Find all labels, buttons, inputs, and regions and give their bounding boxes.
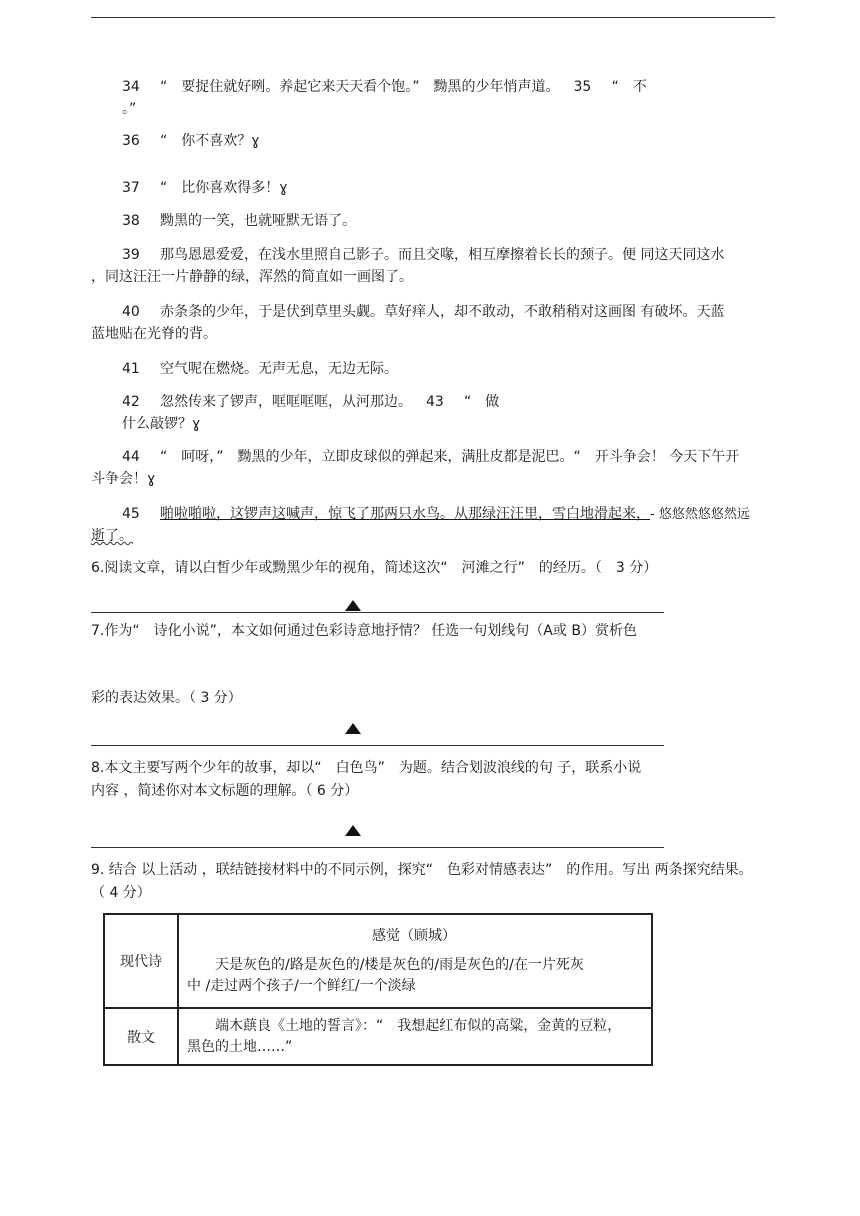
answer-line — [91, 847, 664, 848]
paragraph-text: 忽然传来了锣声，哐哐哐哐，从河那边。 — [160, 394, 412, 410]
paragraph-text: 那鸟恩恩爱爱，在浅水里照自己影子。而且交喙，相互摩擦着长长的颈子。便 同这天同这水 — [160, 247, 725, 263]
paragraph-44-line2: 斗争会！ɣ — [91, 471, 156, 487]
paragraph-42 — [122, 391, 499, 411]
answer-marker-icon — [345, 825, 361, 836]
wavy-sentence: - 悠悠然悠悠然远 — [650, 507, 750, 522]
paragraph-text: “ 不 — [611, 79, 647, 95]
paragraph-text: “ 比你喜欢得多！ɣ — [160, 180, 288, 196]
question-6: 6.阅读文章，请以白皙少年或黝黑少年的视角，简述这次“ 河滩之行” 的经历。（ 3 分） — [91, 560, 658, 576]
paragraph-text: 赤条条的少年，于是伏到草里头觑。草好痒人，却不敢动，不敢稍稍对这画图 有破坏。天蓝 — [160, 304, 725, 320]
question-8: 8.本文主要写两个少年的故事，却以“ 白色鸟” 为题。结合划波浪线的句 子，联系小说 — [91, 760, 642, 776]
row-label: 现代诗 — [104, 914, 178, 1008]
paragraph-number: 39 — [122, 247, 140, 263]
paragraph-text: 黝黑的一笑，也就哑默无语了。 — [160, 213, 356, 229]
answer-line — [91, 612, 664, 613]
paragraph-41 — [122, 358, 398, 378]
paragraph-36 — [122, 130, 260, 150]
question-8-line2: 内容 ，简述你对本文标题的理解。（ 6 分） — [91, 783, 359, 799]
question-9: 9. 结合 以上活动 ，联结链接材料中的不同示例，探究“ 色彩对情感表达” 的作用。写出 两条探究结果。 — [91, 862, 753, 878]
paragraph-text: “ 你不喜欢？ɣ — [160, 133, 260, 149]
paragraph-39 — [122, 244, 724, 264]
material-table — [103, 913, 653, 1066]
paragraph-number: 44 — [122, 449, 140, 465]
question-7: 7.作为“ 诗化小说”，本文如何通过色彩诗意地抒情？ 任选一句划线句（A或 B）赏析色 — [91, 623, 637, 639]
row-content — [178, 1008, 652, 1065]
table-row — [104, 1008, 652, 1065]
row-content — [178, 914, 652, 1008]
question-9-line2: （ 4 分） — [91, 885, 151, 901]
question-7-line2: 彩的表达效果。（ 3 分） — [91, 690, 242, 706]
paragraph-number: 41 — [122, 361, 140, 377]
row-label: 散文 — [104, 1008, 178, 1065]
underlined-sentence: 啪啦啪啦，这锣声这喊声，惊飞了那两只水鸟。从那绿汪汪里，雪白地滑起来， — [160, 506, 650, 522]
answer-marker-icon — [345, 723, 361, 734]
answer-line — [91, 745, 664, 746]
paragraph-44 — [122, 446, 739, 466]
paragraph-number: 40 — [122, 304, 140, 320]
paragraph-40-line2: 蓝地贴在光脊的背。 — [91, 326, 217, 342]
answer-marker-icon — [345, 600, 361, 611]
paragraph-34 — [122, 76, 647, 96]
paragraph-number: 35 — [573, 79, 592, 95]
paragraph-40 — [122, 301, 724, 321]
paragraph-number: 38 — [122, 213, 140, 229]
paragraph-34-tail: 。” — [122, 101, 137, 117]
poem-line: 天是灰色的/路是灰色的/楼是灰色的/雨是灰色的/在一片死灰 — [215, 956, 584, 973]
paragraph-text: 空气呢在燃烧。无声无息，无边无际。 — [160, 361, 398, 377]
table-row — [104, 914, 652, 1008]
poem-line: 中 /走过两个孩子/一个鲜红/一个淡绿 — [187, 977, 416, 994]
paragraph-number: 43 — [426, 394, 444, 410]
prose-line: 端木蕻良《土地的誓言》：“ 我想起红布似的高粱，金黄的豆粒， — [215, 1017, 622, 1034]
paragraph-45-line2: 逝了。 — [91, 528, 133, 544]
paragraph-43-line2: 什么敲锣？ɣ — [122, 416, 201, 432]
paragraph-text: “ 呵呀，” 黝黑的少年，立即皮球似的弹起来，满肚皮都是泥巴。“ 开斗争会！ 今天下午开 — [160, 449, 740, 465]
paragraph-text: “ 做 — [464, 394, 500, 410]
paragraph-number: 34 — [122, 79, 140, 95]
paragraph-number: 45 — [122, 506, 140, 522]
paragraph-38 — [122, 210, 356, 230]
paragraph-45 — [122, 503, 750, 523]
paragraph-text: “ 要捉住就好咧。养起它来天天看个饱。” 黝黑的少年悄声道。 — [160, 79, 560, 95]
prose-line: 黑色的土地……” — [187, 1038, 293, 1055]
paragraph-number: 37 — [122, 180, 140, 196]
page-top-rule — [91, 17, 775, 18]
paragraph-number: 36 — [122, 133, 140, 149]
paragraph-37 — [122, 177, 288, 197]
paragraph-39-line2: ，同这汪汪一片静静的绿，浑然的简直如一画图了。 — [91, 269, 413, 285]
poem-title: 感觉（顾城） — [372, 927, 456, 944]
paragraph-number: 42 — [122, 394, 140, 410]
